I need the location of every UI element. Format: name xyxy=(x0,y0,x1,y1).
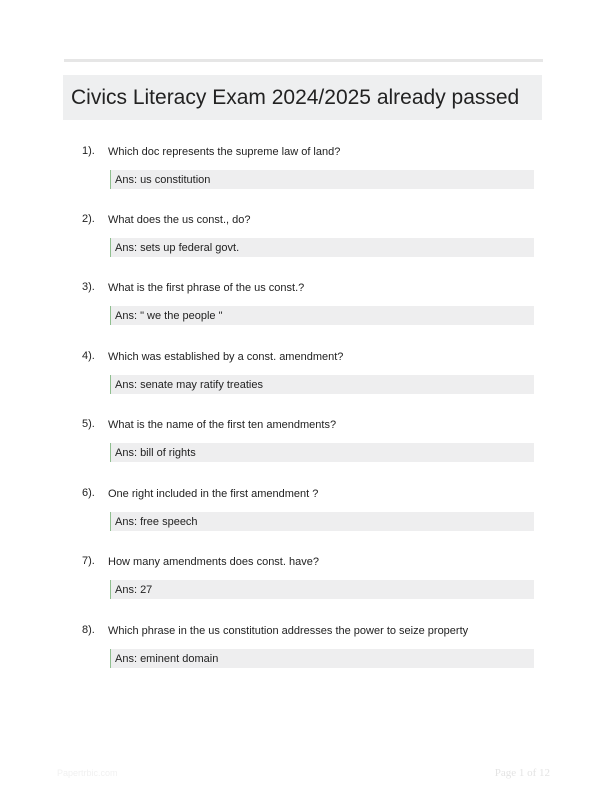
question-number: 1). xyxy=(82,145,95,157)
question-number: 4). xyxy=(82,350,95,362)
question-item-7 xyxy=(0,555,606,615)
question-text: What is the first phrase of the us const.? xyxy=(108,282,305,294)
footer-watermark: Papertrbic.com xyxy=(57,768,118,778)
answer-box xyxy=(110,443,534,462)
question-number: 5). xyxy=(82,418,95,430)
question-text: How many amendments does const. have? xyxy=(108,556,319,568)
answer-text: Ans: free speech xyxy=(115,515,198,528)
question-item-5 xyxy=(0,418,606,478)
question-text: Which phrase in the us constitution addresses the power to seize property xyxy=(108,625,469,637)
question-text: Which doc represents the supreme law of land? xyxy=(108,146,341,158)
question-item-1 xyxy=(0,145,606,205)
question-number: 3). xyxy=(82,281,95,293)
question-item-6 xyxy=(0,487,606,547)
question-number: 8). xyxy=(82,624,95,636)
answer-box xyxy=(110,238,534,257)
answer-text: Ans: bill of rights xyxy=(115,446,196,459)
question-number: 6). xyxy=(82,487,95,499)
answer-text: Ans: sets up federal govt. xyxy=(115,241,240,254)
answer-box xyxy=(110,170,534,189)
answer-box xyxy=(110,580,534,599)
answer-text: Ans: senate may ratify treaties xyxy=(115,378,263,391)
answer-box xyxy=(110,375,534,394)
answer-text: Ans: " we the people " xyxy=(115,309,223,322)
answer-text: Ans: 27 xyxy=(115,583,153,596)
question-number: 2). xyxy=(82,213,95,225)
question-item-8 xyxy=(0,624,606,684)
question-number: 7). xyxy=(82,555,95,567)
question-text: One right included in the first amendment ? xyxy=(108,488,319,500)
question-item-2 xyxy=(0,213,606,273)
answer-box xyxy=(110,649,534,668)
question-item-4 xyxy=(0,350,606,410)
answer-box xyxy=(110,306,534,325)
document-title: Civics Literacy Exam 2024/2025 already passed xyxy=(71,85,520,109)
answer-text: Ans: eminent domain xyxy=(115,652,219,665)
top-divider xyxy=(64,59,543,62)
answer-box xyxy=(110,512,534,531)
title-banner xyxy=(63,75,542,120)
page-indicator: Page 1 of 12 xyxy=(494,767,550,779)
question-item-3 xyxy=(0,281,606,341)
question-text: What is the name of the first ten amendments? xyxy=(108,419,337,431)
question-text: Which was established by a const. amendment? xyxy=(108,351,344,363)
answer-text: Ans: us constitution xyxy=(115,173,211,186)
question-text: What does the us const., do? xyxy=(108,214,251,226)
